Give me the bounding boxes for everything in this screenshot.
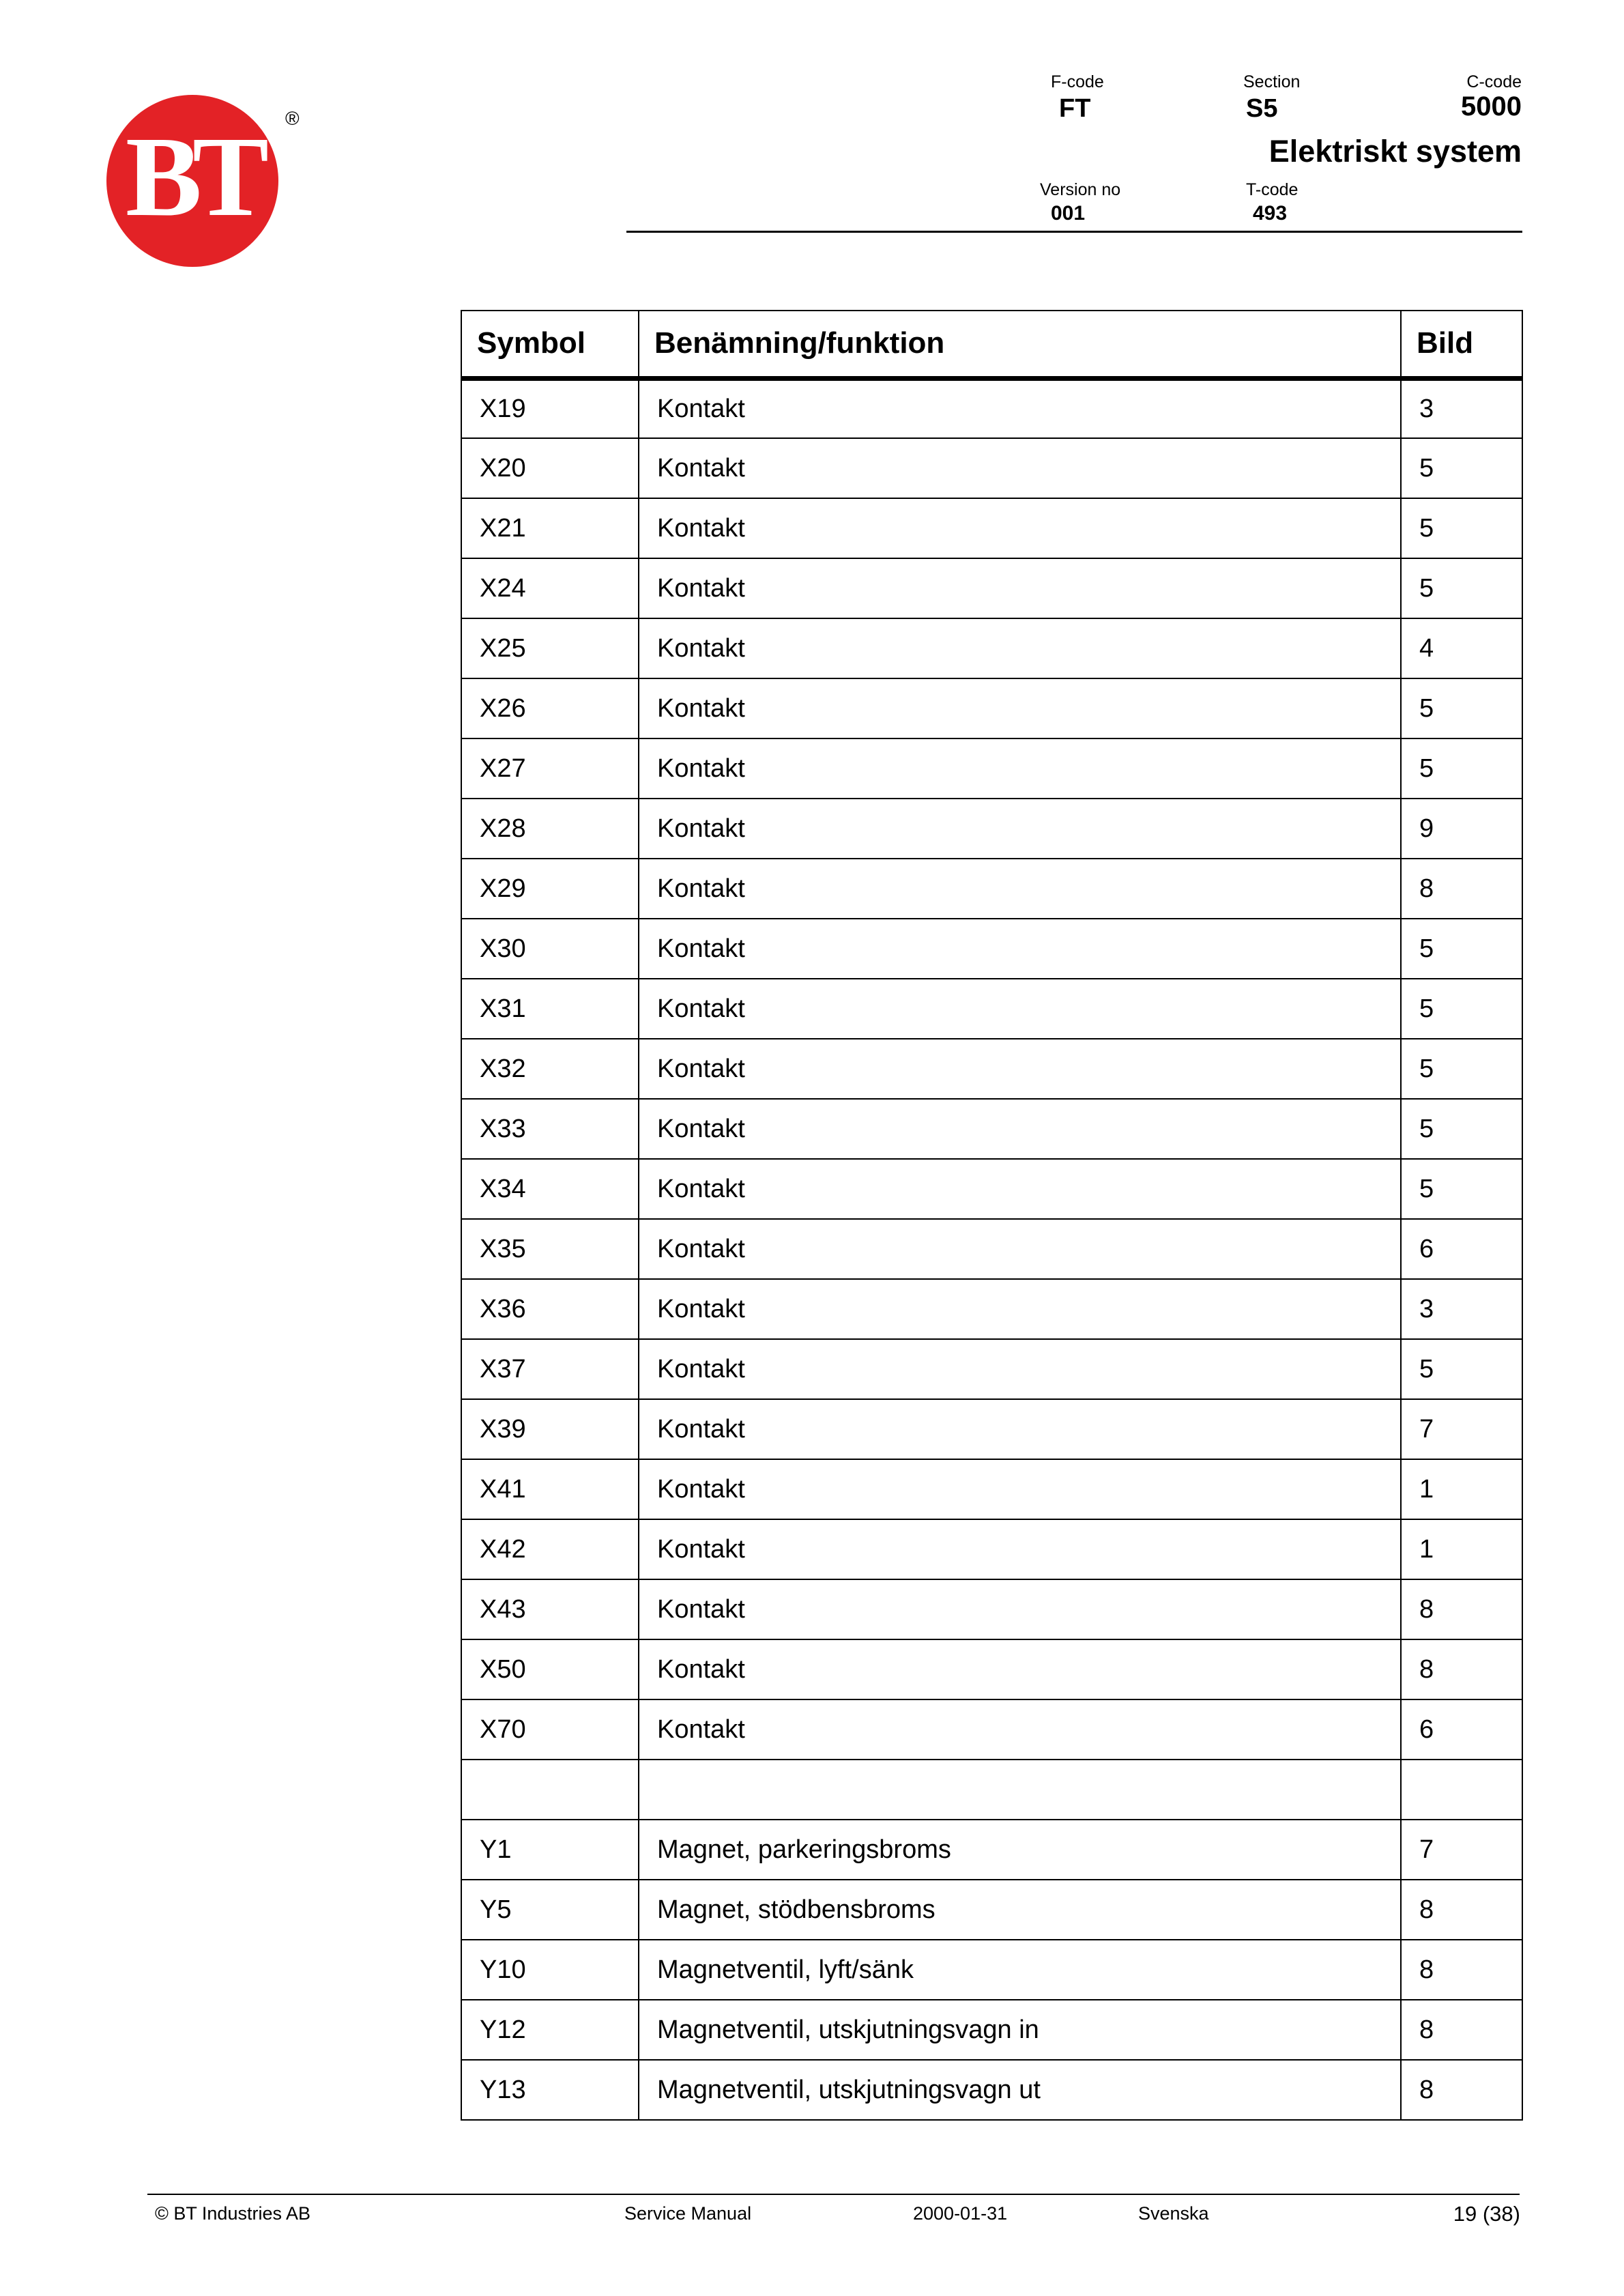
table-row xyxy=(461,1760,1522,1820)
table-row xyxy=(461,979,1522,1039)
column-header-symbol: Symbol xyxy=(461,311,639,378)
table-row xyxy=(461,859,1522,919)
function-cell: Kontakt xyxy=(639,618,1401,678)
bild-cell: 6 xyxy=(1401,1219,1522,1279)
function-cell: Kontakt xyxy=(639,378,1401,438)
function-cell: Magnetventil, lyft/sänk xyxy=(639,1940,1401,2000)
bild-cell: 3 xyxy=(1401,1279,1522,1339)
column-header-bild: Bild xyxy=(1401,311,1522,378)
table-row xyxy=(461,1519,1522,1579)
symbol-cell: X21 xyxy=(461,498,639,558)
bild-cell: 5 xyxy=(1401,979,1522,1039)
bild-cell: 5 xyxy=(1401,498,1522,558)
table-row xyxy=(461,498,1522,558)
function-cell: Kontakt xyxy=(639,1399,1401,1459)
bild-cell: 5 xyxy=(1401,1099,1522,1159)
symbol-cell: X50 xyxy=(461,1639,639,1699)
bild-cell: 5 xyxy=(1401,738,1522,799)
bild-cell: 5 xyxy=(1401,678,1522,738)
table-row xyxy=(461,1579,1522,1639)
bild-cell: 8 xyxy=(1401,859,1522,919)
table-row xyxy=(461,1639,1522,1699)
bild-cell: 8 xyxy=(1401,1639,1522,1699)
bild-cell: 4 xyxy=(1401,618,1522,678)
function-cell: Magnet, parkeringsbroms xyxy=(639,1820,1401,1880)
symbol-cell: X24 xyxy=(461,558,639,618)
symbol-cell: X42 xyxy=(461,1519,639,1579)
function-cell: Magnetventil, utskjutningsvagn in xyxy=(639,2000,1401,2060)
table-row xyxy=(461,799,1522,859)
symbol-cell: Y10 xyxy=(461,1940,639,2000)
function-cell: Kontakt xyxy=(639,438,1401,498)
column-header-function: Benämning/funktion xyxy=(639,311,1401,378)
table-row xyxy=(461,1039,1522,1099)
function-cell: Magnet, stödbensbroms xyxy=(639,1880,1401,1940)
symbol-cell: Y13 xyxy=(461,2060,639,2120)
table-row xyxy=(461,1880,1522,1940)
symbol-cell: X36 xyxy=(461,1279,639,1339)
table-row xyxy=(461,738,1522,799)
bt-logo xyxy=(106,95,278,267)
function-cell: Kontakt xyxy=(639,1699,1401,1760)
bild-cell: 8 xyxy=(1401,1579,1522,1639)
table-row xyxy=(461,558,1522,618)
f-code-label: F-code xyxy=(1051,72,1104,91)
symbol-cell: X33 xyxy=(461,1099,639,1159)
symbol-cell: X19 xyxy=(461,378,639,438)
function-cell: Kontakt xyxy=(639,498,1401,558)
function-cell: Kontakt xyxy=(639,738,1401,799)
symbol-cell: Y12 xyxy=(461,2000,639,2060)
symbol-cell: X35 xyxy=(461,1219,639,1279)
function-cell: Kontakt xyxy=(639,1279,1401,1339)
bild-cell: 6 xyxy=(1401,1699,1522,1760)
symbol-cell: X29 xyxy=(461,859,639,919)
table-row xyxy=(461,919,1522,979)
bild-cell: 5 xyxy=(1401,438,1522,498)
function-cell: Kontakt xyxy=(639,1579,1401,1639)
symbol-cell: X43 xyxy=(461,1579,639,1639)
symbol-cell: Y5 xyxy=(461,1880,639,1940)
table-row xyxy=(461,2000,1522,2060)
symbol-cell: X41 xyxy=(461,1459,639,1519)
function-cell: Magnetventil, utskjutningsvagn ut xyxy=(639,2060,1401,2120)
symbol-cell: X34 xyxy=(461,1159,639,1219)
function-cell: Kontakt xyxy=(639,1459,1401,1519)
symbol-function-table xyxy=(461,310,1523,2121)
symbol-cell xyxy=(461,1760,639,1820)
bt-logo-text: BT xyxy=(125,113,260,240)
bild-cell: 8 xyxy=(1401,2060,1522,2120)
table-row xyxy=(461,1699,1522,1760)
function-cell: Kontakt xyxy=(639,1219,1401,1279)
bild-cell: 8 xyxy=(1401,1940,1522,2000)
symbol-cell: X32 xyxy=(461,1039,639,1099)
system-title: Elektriskt system xyxy=(1268,134,1522,169)
bild-cell: 8 xyxy=(1401,1880,1522,1940)
footer-divider-line xyxy=(147,2194,1520,2195)
symbol-cell: Y1 xyxy=(461,1820,639,1880)
symbol-cell: X31 xyxy=(461,979,639,1039)
function-cell: Kontakt xyxy=(639,799,1401,859)
footer-date: 2000-01-31 xyxy=(913,2203,1008,2224)
table-row xyxy=(461,1940,1522,2000)
table-row xyxy=(461,1339,1522,1399)
symbol-cell: X30 xyxy=(461,919,639,979)
version-no-value: 001 xyxy=(1051,202,1086,225)
table-row xyxy=(461,1820,1522,1880)
symbol-cell: X37 xyxy=(461,1339,639,1399)
bild-cell: 3 xyxy=(1401,378,1522,438)
table-row xyxy=(461,1099,1522,1159)
function-cell: Kontakt xyxy=(639,919,1401,979)
function-cell: Kontakt xyxy=(639,678,1401,738)
footer-page-number: 19 (38) xyxy=(1453,2202,1520,2226)
symbol-cell: X39 xyxy=(461,1399,639,1459)
header-divider-line xyxy=(626,231,1522,233)
function-cell: Kontakt xyxy=(639,1159,1401,1219)
t-code-value: 493 xyxy=(1253,202,1288,225)
symbol-cell: X28 xyxy=(461,799,639,859)
function-cell: Kontakt xyxy=(639,979,1401,1039)
bild-cell: 5 xyxy=(1401,1159,1522,1219)
table-row xyxy=(461,1219,1522,1279)
f-code-value: FT xyxy=(1059,94,1091,123)
function-cell: Kontakt xyxy=(639,1039,1401,1099)
bild-cell: 1 xyxy=(1401,1459,1522,1519)
table-row xyxy=(461,678,1522,738)
bild-cell: 5 xyxy=(1401,558,1522,618)
function-cell: Kontakt xyxy=(639,1339,1401,1399)
table-row xyxy=(461,1279,1522,1339)
bild-cell xyxy=(1401,1760,1522,1820)
table-row xyxy=(461,2060,1522,2120)
function-cell: Kontakt xyxy=(639,558,1401,618)
footer-document-type: Service Manual xyxy=(624,2203,752,2224)
table-row xyxy=(461,1399,1522,1459)
table-row xyxy=(461,378,1522,438)
function-cell xyxy=(639,1760,1401,1820)
table-row xyxy=(461,438,1522,498)
section-label: Section xyxy=(1243,72,1301,91)
bild-cell: 5 xyxy=(1401,1039,1522,1099)
bild-cell: 1 xyxy=(1401,1519,1522,1579)
bild-cell: 5 xyxy=(1401,919,1522,979)
version-no-label: Version no xyxy=(1040,180,1121,199)
symbol-cell: X27 xyxy=(461,738,639,799)
symbol-cell: X20 xyxy=(461,438,639,498)
function-cell: Kontakt xyxy=(639,859,1401,919)
table-row xyxy=(461,1159,1522,1219)
registered-trademark-icon: ® xyxy=(285,108,300,129)
c-code-label: C-code xyxy=(1466,72,1522,91)
footer-language: Svenska xyxy=(1138,2203,1209,2224)
function-cell: Kontakt xyxy=(639,1099,1401,1159)
symbol-cell: X26 xyxy=(461,678,639,738)
symbol-cell: X25 xyxy=(461,618,639,678)
bild-cell: 5 xyxy=(1401,1339,1522,1399)
bild-cell: 7 xyxy=(1401,1820,1522,1880)
bild-cell: 9 xyxy=(1401,799,1522,859)
footer-copyright: © BT Industries AB xyxy=(155,2203,310,2224)
function-cell: Kontakt xyxy=(639,1519,1401,1579)
section-value: S5 xyxy=(1246,94,1278,123)
symbol-cell: X70 xyxy=(461,1699,639,1760)
bild-cell: 8 xyxy=(1401,2000,1522,2060)
c-code-value: 5000 xyxy=(1461,91,1522,121)
function-cell: Kontakt xyxy=(639,1639,1401,1699)
table-row xyxy=(461,618,1522,678)
table-header-row xyxy=(461,311,1522,378)
table-row xyxy=(461,1459,1522,1519)
bild-cell: 7 xyxy=(1401,1399,1522,1459)
t-code-label: T-code xyxy=(1246,180,1299,199)
